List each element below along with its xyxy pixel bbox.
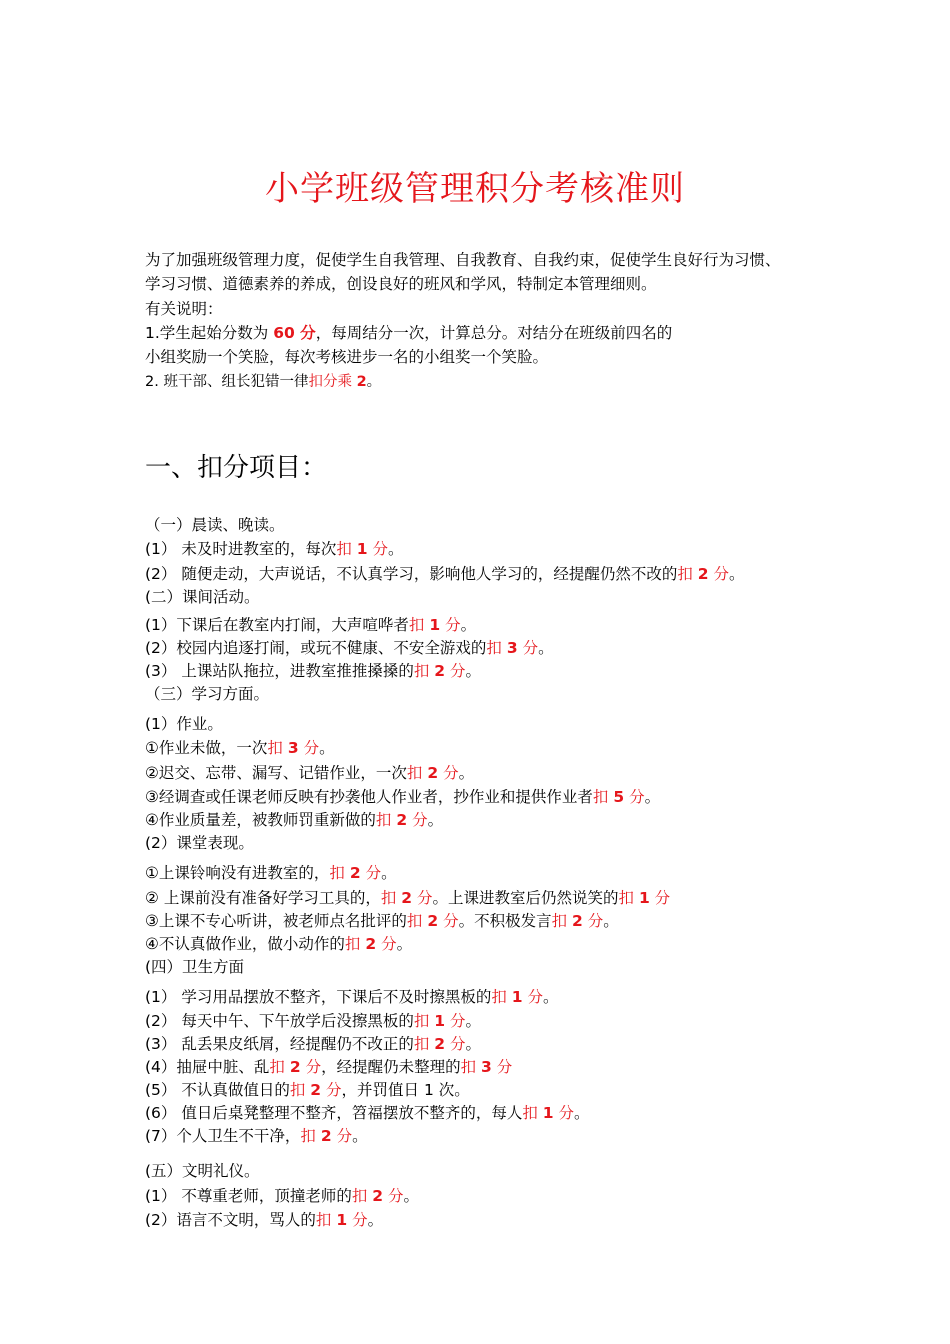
rule-text: (5） 不认真做值日的 (145, 1081, 290, 1099)
deduction-unit: 分 (440, 616, 461, 634)
penalty-factor: 2 (356, 374, 367, 390)
rule-text: ③上课不专心听讲，被老师点名批评的 (145, 912, 407, 930)
deduction-label: 扣 (336, 540, 357, 558)
deduction-label: 扣 (486, 639, 507, 657)
deduction-label: 扣 (460, 1058, 482, 1076)
rule-text: (二）课间活动。 (145, 588, 260, 606)
document-title: 小学班级管理积分考核准则 (265, 169, 685, 209)
deduction-label: 扣 (344, 935, 366, 953)
rule-text: 。 (367, 1211, 384, 1229)
deduction-unit: 分 (445, 662, 466, 680)
deduction-unit: 分 (438, 764, 459, 782)
rule-text: 。 (603, 912, 619, 930)
rule-text: 。 (465, 1035, 482, 1053)
rule-text: 。 (388, 540, 404, 558)
deduction-points: 2 (310, 1081, 322, 1099)
deduction-unit: 分 (367, 540, 389, 558)
deduction-label: 扣 (618, 889, 639, 907)
rule-line (145, 737, 335, 759)
deduction-label: 扣 (413, 662, 435, 680)
rule-line (145, 1079, 470, 1101)
deduction-unit: 分 (491, 1058, 513, 1076)
rule-text: 。 (460, 616, 477, 634)
deduction-unit: 分 (649, 889, 671, 907)
deduction-label: 扣 (380, 889, 402, 907)
deduction-points: 3 (287, 739, 299, 757)
start-score: 60 分 (273, 324, 316, 342)
deduction-label: 扣 (522, 1104, 543, 1122)
deduction-unit: 分 (347, 1211, 368, 1229)
deduction-label: 扣 (375, 811, 397, 829)
deduction-label: 扣 (408, 616, 430, 634)
deduction-points: 2 (372, 1187, 384, 1205)
rule-text: ② 上课前没有准备好学习工具的， (145, 889, 381, 907)
rule-text: 。 (538, 639, 554, 657)
deduction-unit: 分 (517, 639, 539, 657)
rule-text: 。 (403, 1187, 420, 1205)
deduction-label: 扣 (289, 1081, 311, 1099)
rule-text: 。 (574, 1104, 590, 1122)
note-1 (145, 322, 672, 344)
rule-line (145, 862, 397, 884)
rule-line (145, 786, 660, 808)
rule-line (145, 1160, 260, 1182)
rule-text: (2） 每天中午、下午放学后没擦黑板的 (145, 1012, 414, 1030)
rule-text: 。上课进教室后仍然说笑的 (432, 889, 619, 907)
rule-text: ③经调查或任课老师反映有抄袭他人作业者，抄作业和提供作业者 (145, 788, 593, 806)
deduction-label: 扣 (413, 1035, 435, 1053)
deduction-unit: 分 (445, 1035, 466, 1053)
rule-text: (7）个人卫生不干净， (145, 1127, 301, 1145)
deduction-label: 扣 (406, 912, 428, 930)
rule-text: 。 (319, 739, 335, 757)
deduction-unit: 分 (407, 811, 428, 829)
deduction-points: 2 (572, 912, 583, 930)
rule-line (145, 1185, 419, 1207)
rule-text: (1） 学习用品摆放不整齐，下课后不及时擦黑板的 (145, 988, 492, 1006)
rule-text: ④作业质量差，被教师罚重新做的 (145, 811, 376, 829)
rule-text: (2） 随便走动，大声说话，不认真学习，影响他人学习的，经提醒仍然不改的 (145, 565, 678, 583)
deduction-label: 扣 (592, 788, 614, 806)
rule-text: (6） 值日后桌凳整理不整齐，笤福摆放不整齐的，每人 (145, 1104, 523, 1122)
rule-text: 。 (352, 1127, 368, 1145)
rule-text: ①上课铃响没有进教室的， (145, 864, 330, 882)
deduction-points: 1 (542, 1104, 554, 1122)
rule-line (145, 586, 260, 608)
rule-line (145, 1102, 590, 1124)
rule-text: (1）作业。 (145, 715, 223, 733)
deduction-unit: 分 (624, 788, 645, 806)
rule-text: (2）课堂表现。 (145, 834, 254, 852)
deduction-label: 扣 (315, 1211, 337, 1229)
deduction-points: 1 (429, 616, 441, 634)
rule-line (145, 1033, 481, 1055)
deduction-points: 2 (434, 1035, 446, 1053)
deduction-label: 扣 (300, 1127, 321, 1145)
deduction-points: 2 (365, 935, 377, 953)
deduction-points: 2 (427, 912, 439, 930)
rule-text: （三）学习方面。 (145, 685, 270, 703)
deduction-unit: 分 (522, 988, 544, 1006)
rule-line (145, 660, 481, 682)
rule-text: (4）抽屉中脏、乱 (145, 1058, 270, 1076)
rule-text: (四）卫生方面 (145, 958, 245, 976)
rule-text: ②迟交、忘带、漏写、记错作业，一次 (145, 764, 407, 782)
deduction-points: 1 (336, 1211, 348, 1229)
deduction-unit: 分 (321, 1081, 342, 1099)
rule-line (145, 563, 745, 585)
deduction-points: 5 (613, 788, 625, 806)
deduction-points: 2 (697, 565, 709, 583)
deduction-label: 扣 (491, 988, 512, 1006)
rule-text: (1） 不尊重老师，顶撞老师的 (145, 1187, 352, 1205)
rule-text: （一）晨读、晚读。 (145, 516, 285, 534)
rule-line (145, 832, 254, 854)
deduction-label: 扣 (413, 1012, 435, 1030)
rule-text: 。 (465, 1012, 482, 1030)
notes-heading: 有关说明： (145, 300, 223, 318)
rule-text: 。 (465, 662, 482, 680)
rule-line (145, 887, 670, 909)
rule-text: ，并罚值日 1 次。 (341, 1081, 470, 1099)
rule-text: 。 (458, 764, 475, 782)
intro-line: 为了加强班级管理力度，促使学生自我管理、自我教育、自我约束，促使学生良好行为习惯、 (145, 251, 781, 269)
deduction-points: 2 (434, 662, 446, 680)
deduction-unit: 分 (376, 935, 397, 953)
note-1-continued: 小组奖励一个笑脸，每次考核进步一名的小组奖一个笑脸。 (145, 348, 549, 366)
rule-text: 。 (396, 935, 413, 953)
rule-line (145, 956, 244, 978)
deduction-points: 2 (289, 1058, 301, 1076)
deduction-points: 3 (506, 639, 518, 657)
deduction-unit: 分 (438, 912, 459, 930)
deduction-unit: 分 (445, 1012, 466, 1030)
rule-line (145, 683, 269, 705)
deduction-unit: 分 (553, 1104, 575, 1122)
rule-line (145, 713, 223, 735)
deduction-label: 扣 (677, 565, 698, 583)
note-text: 1.学生起始分数为 (145, 324, 274, 342)
rule-text: 。 (381, 864, 397, 882)
rule-line (145, 933, 412, 955)
rule-line (145, 910, 619, 932)
rule-text: 。不积极发言 (458, 912, 552, 930)
rule-text: (2）语言不文明，骂人的 (145, 1211, 316, 1229)
note-text: 。 (366, 374, 382, 390)
deduction-unit: 分 (412, 889, 433, 907)
rule-line (145, 986, 559, 1008)
rule-line (145, 538, 404, 560)
deduction-label: 扣 (551, 912, 573, 930)
rule-line (145, 514, 285, 536)
rule-text: 。 (729, 565, 745, 583)
intro-line: 学习习惯、道德素养的养成，创设良好的班风和学风，特制定本管理细则。 (145, 275, 657, 293)
rule-text: ④不认真做作业，做小动作的 (145, 935, 345, 953)
rule-line (145, 614, 476, 636)
deduction-unit: 分 (708, 565, 730, 583)
rule-text: 。 (543, 988, 559, 1006)
rule-text: 。 (644, 788, 661, 806)
deduction-unit: 分 (582, 912, 604, 930)
rule-text: ①作业未做，一次 (145, 739, 268, 757)
deduction-points: 2 (401, 889, 413, 907)
deduction-label: 扣 (329, 864, 350, 882)
rule-text: (2）校园内追逐打闹，或玩不健康、不安全游戏的 (145, 639, 487, 657)
rule-line (145, 1125, 368, 1147)
section-heading: 一、扣分项目： (145, 453, 328, 483)
deduction-label: 扣 (351, 1187, 373, 1205)
deduction-unit: 分 (383, 1187, 404, 1205)
rule-text: 。 (427, 811, 444, 829)
rule-text: (五）文明礼仪。 (145, 1162, 260, 1180)
rule-text: (3） 乱丢果皮纸屑，经提醒仍不改正的 (145, 1035, 414, 1053)
rule-line (145, 637, 554, 659)
deduction-points: 3 (481, 1058, 492, 1076)
note-text: 2. 班干部、组长犯错一律 (145, 374, 309, 390)
deduction-unit: 分 (331, 1127, 353, 1145)
deduction-points: 1 (356, 540, 368, 558)
deduction-label: 扣 (269, 1058, 290, 1076)
note-2 (145, 371, 381, 393)
penalty-text: 扣分乘 (308, 374, 357, 390)
deduction-points: 1 (434, 1012, 446, 1030)
deduction-points: 2 (349, 864, 361, 882)
deduction-points: 1 (638, 889, 650, 907)
deduction-label: 扣 (267, 739, 288, 757)
deduction-points: 2 (427, 764, 439, 782)
rule-line (145, 1010, 481, 1032)
deduction-points: 2 (320, 1127, 332, 1145)
deduction-unit: 分 (298, 739, 320, 757)
deduction-unit: 分 (360, 864, 382, 882)
rule-line (145, 1209, 383, 1231)
deduction-points: 2 (396, 811, 408, 829)
rule-line (145, 809, 443, 831)
deduction-points: 1 (511, 988, 523, 1006)
deduction-unit: 分 (300, 1058, 322, 1076)
rule-text: (3） 上课站队拖拉，进教室推推搡搡的 (145, 662, 414, 680)
rule-text: (1） 未及时进教室的，每次 (145, 540, 337, 558)
rule-line (145, 762, 474, 784)
note-text: ，每周结分一次，计算总分。对结分在班级前四名的 (315, 324, 673, 342)
rule-line (145, 1056, 512, 1078)
rule-text: (1）下课后在教室内打闹，大声喧哗者 (145, 616, 409, 634)
deduction-label: 扣 (406, 764, 428, 782)
rule-text: ，经提醒仍未整理的 (321, 1058, 461, 1076)
